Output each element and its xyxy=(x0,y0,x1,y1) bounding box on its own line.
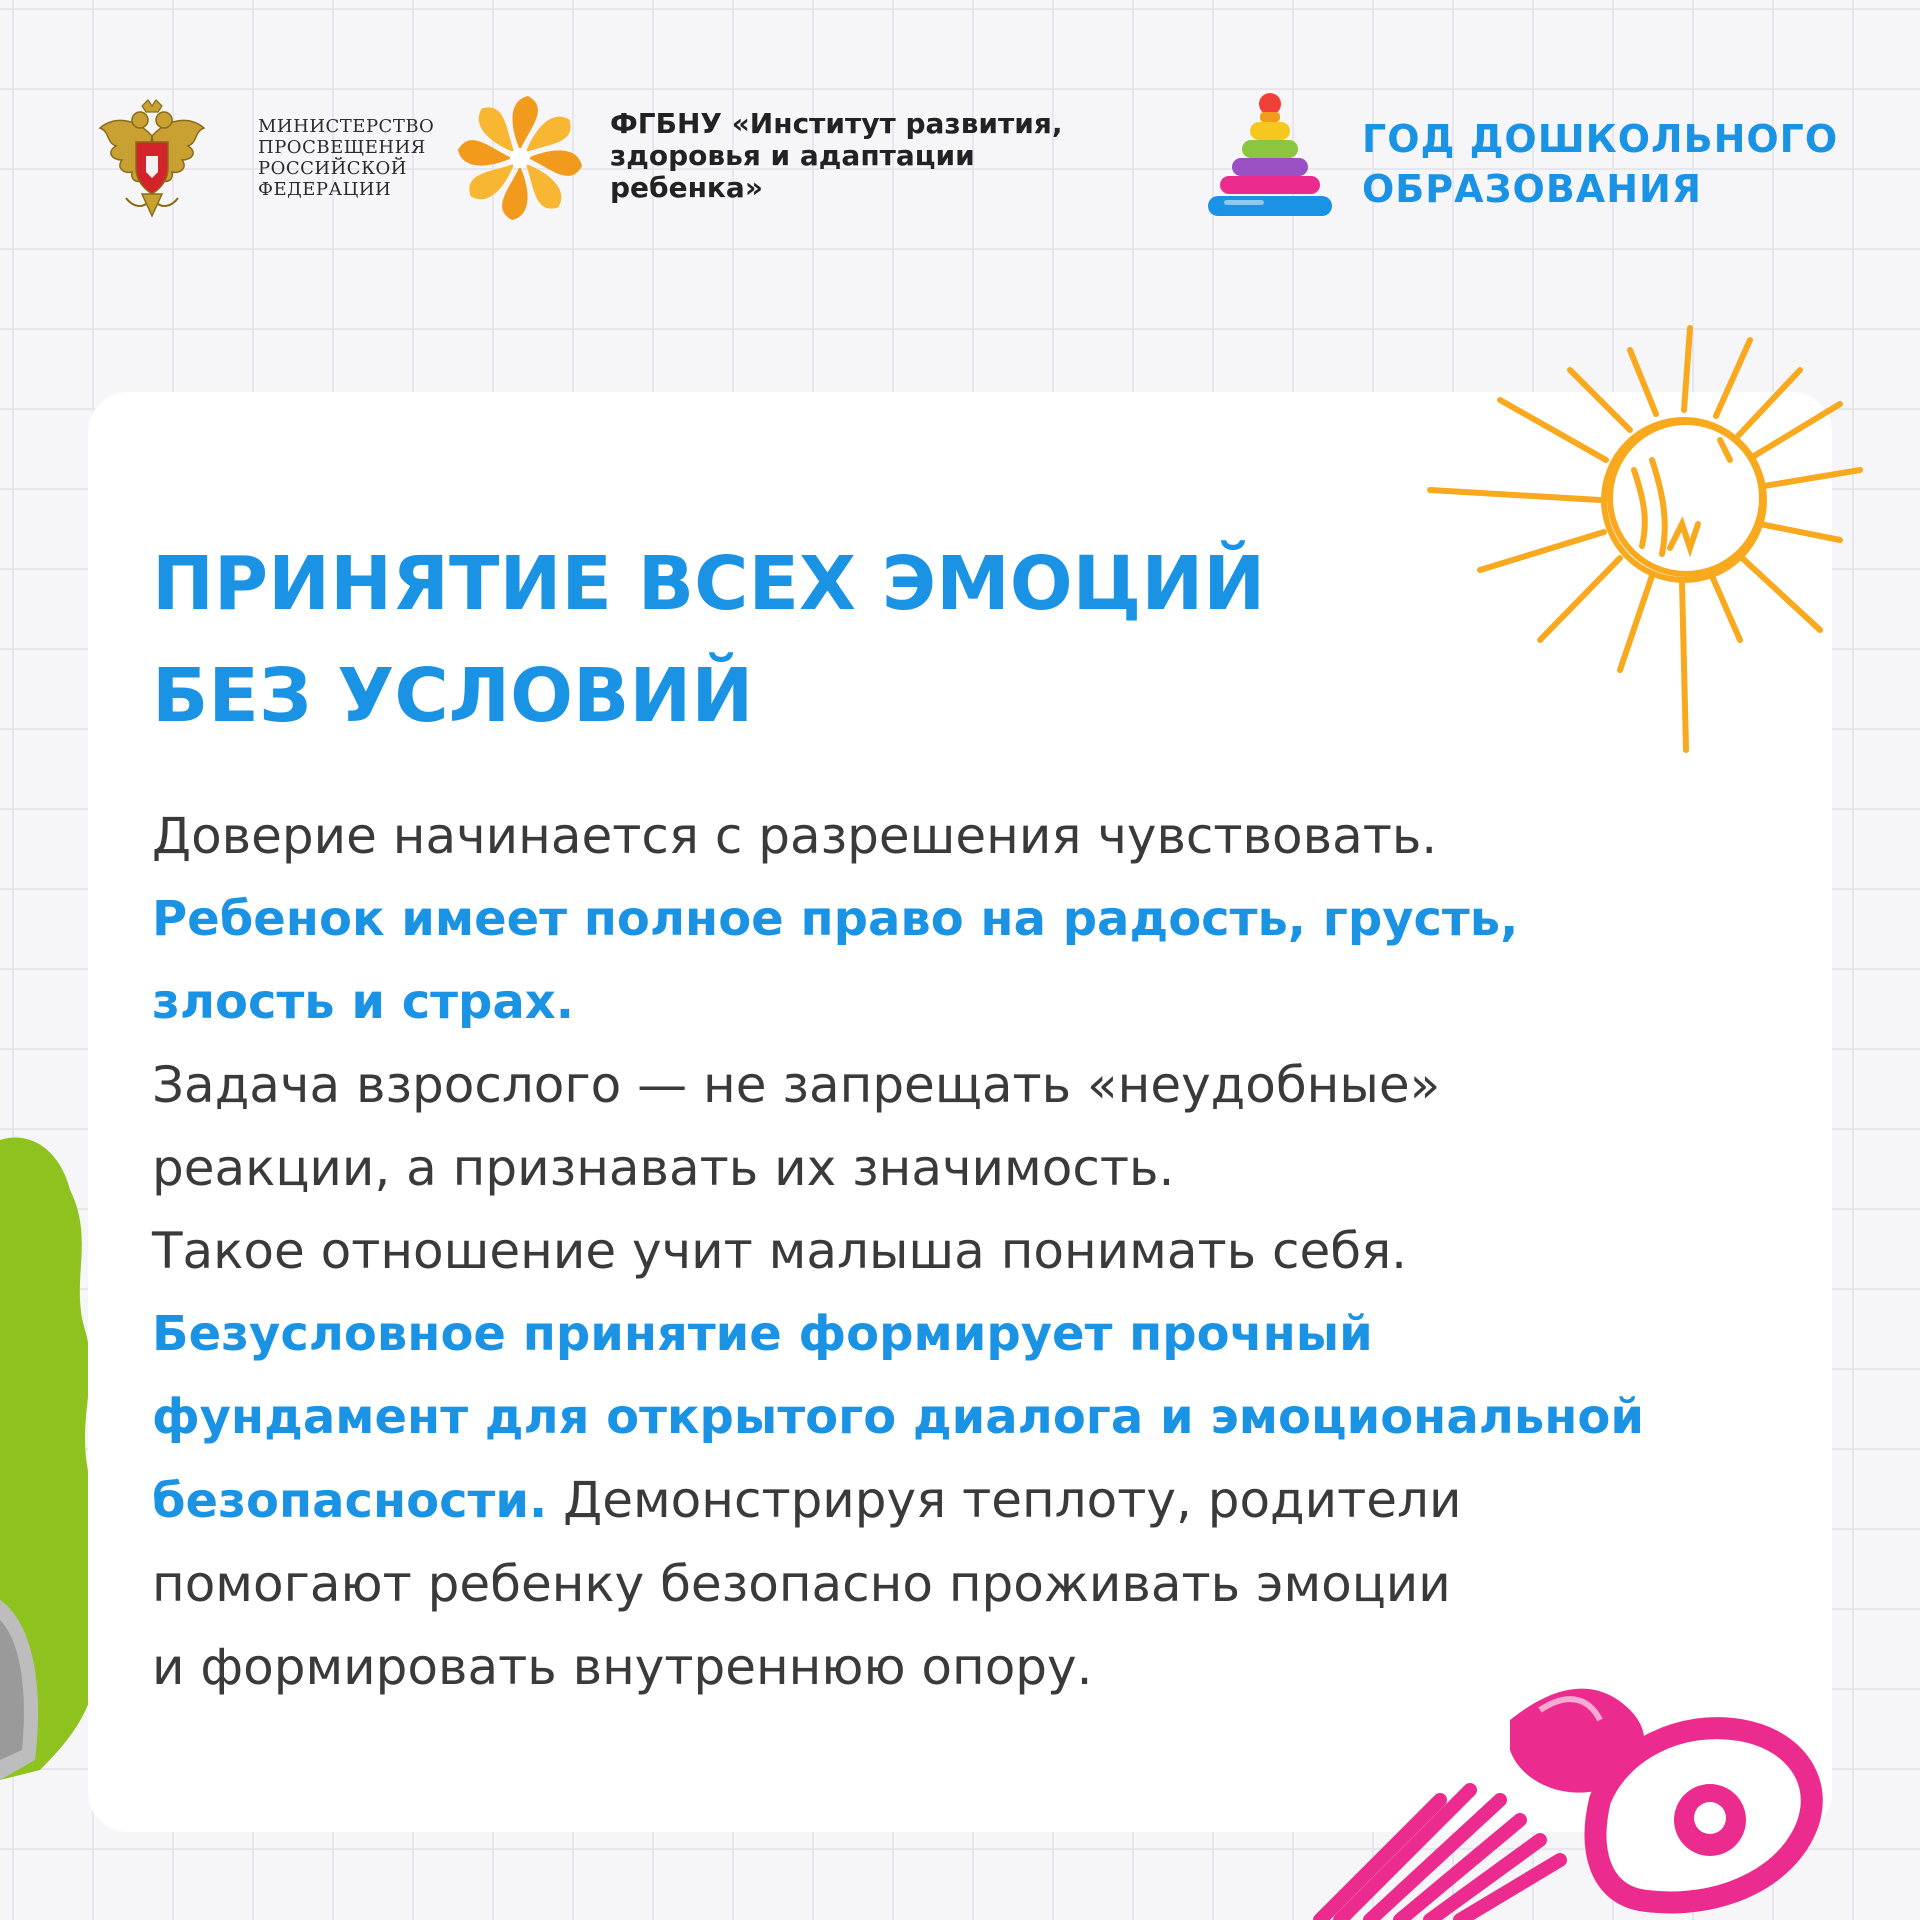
card-body xyxy=(152,795,1772,1709)
institute-line: здоровья и адаптации xyxy=(610,139,975,172)
toy-pyramid-icon xyxy=(1200,92,1340,226)
ministry-line: ФЕДЕРАЦИИ xyxy=(258,179,392,200)
institute-flower-icon xyxy=(458,92,582,224)
body-line: Такое отношение учит малыша понимать себя. xyxy=(152,1222,1408,1280)
body-line-highlight: фундамент для открытого диалога и эмоциональной xyxy=(152,1389,1645,1445)
header xyxy=(0,0,1920,260)
year-line: ГОД ДОШКОЛЬНОГО xyxy=(1362,117,1839,161)
title-line: ПРИНЯТИЕ ВСЕХ ЭМОЦИЙ xyxy=(152,541,1266,627)
body-line-highlight: Ребенок имеет полное право на радость, грусть, xyxy=(152,891,1519,947)
institute-line: ребенка» xyxy=(610,171,763,204)
institute-name xyxy=(610,108,1090,204)
year-logo[interactable] xyxy=(1200,92,1860,232)
body-highlight-fragment: безопасности. xyxy=(152,1473,548,1529)
body-line: помогают ребенку безопасно проживать эмоции xyxy=(152,1555,1451,1613)
sun-doodle-icon xyxy=(1420,310,1880,760)
ministry-line: ПРОСВЕЩЕНИЯ xyxy=(258,137,426,158)
body-line: Задача взрослого — не запрещать «неудобные» xyxy=(152,1056,1441,1114)
card-title xyxy=(152,528,1352,752)
institute-line: ФГБНУ «Институт развития, xyxy=(610,107,1063,140)
pink-doodle-icon xyxy=(1300,1680,1860,1920)
title-line: БЕЗ УСЛОВИЙ xyxy=(152,653,754,739)
body-line: реакции, а признавать их значимость. xyxy=(152,1139,1175,1197)
body-line: Доверие начинается с разрешения чувствовать. xyxy=(152,807,1438,865)
ministry-name xyxy=(258,116,438,200)
coat-of-arms-icon xyxy=(96,98,208,224)
body-line-highlight: злость и страх. xyxy=(152,974,574,1030)
body-regular-fragment: Демонстрируя теплоту, родители xyxy=(547,1471,1462,1529)
year-title xyxy=(1362,114,1852,214)
year-line: ОБРАЗОВАНИЯ xyxy=(1362,167,1703,211)
body-line-highlight: Безусловное принятие формирует прочный xyxy=(152,1306,1373,1362)
ministry-logo[interactable] xyxy=(96,98,436,228)
body-line-mixed xyxy=(152,1459,1772,1543)
institute-logo[interactable] xyxy=(458,92,1118,232)
body-line: и формировать внутреннюю опору. xyxy=(152,1638,1093,1696)
ministry-line: РОССИЙСКОЙ xyxy=(258,158,407,179)
ministry-line: МИНИСТЕРСТВО xyxy=(258,116,435,137)
